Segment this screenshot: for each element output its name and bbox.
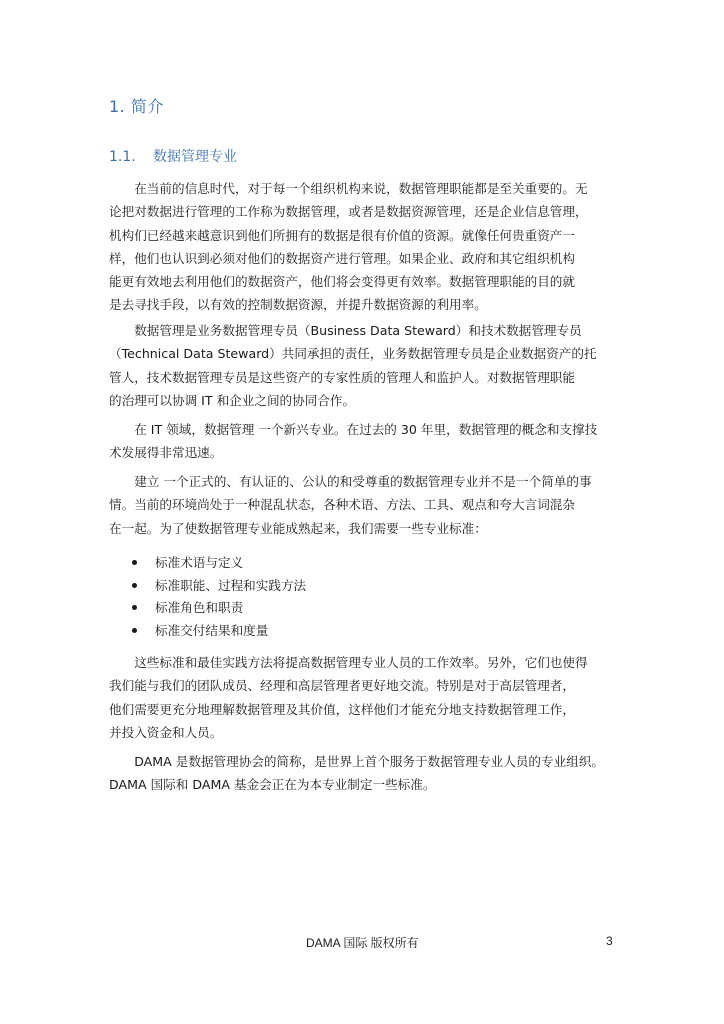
text-line: 机构们已经越来越意识到他们所拥有的数据是很有价值的资源。就像任何贵重资产一 xyxy=(109,227,575,243)
footer-copyright: DAMA 国际 版权所有 xyxy=(306,936,419,950)
paragraph-dama xyxy=(109,750,629,797)
text-line: 能更有效地去利用他们的数据资产，他们将会变得更有效率。数据管理职能的目的就 xyxy=(109,274,575,290)
paragraph-profession xyxy=(109,470,629,540)
standards-list xyxy=(132,552,306,642)
bullet-icon xyxy=(132,583,137,588)
text-line: 是去寻找手段，以有效的控制数据资源，并提升数据资源的利用率。 xyxy=(109,297,487,313)
paragraph-stewardship xyxy=(109,319,629,412)
text-line: 论把对数据进行管理的工作称为数据管理，或者是数据资源管理，还是企业信息管理， xyxy=(109,204,588,220)
bullet-icon xyxy=(132,605,137,610)
subsection-title: 数据管理专业 xyxy=(153,149,237,165)
text-line: 并投入资金和人员。 xyxy=(109,724,223,740)
text-line: 这些标准和最佳实践方法将提高数据管理专业人员的工作效率。另外，它们也使得 xyxy=(109,655,588,670)
list-item: 标准交付结果和度量 xyxy=(132,620,306,643)
subsection-number: 1.1. xyxy=(109,149,136,165)
paragraph-best-practices xyxy=(109,651,629,744)
text-line: DAMA 国际和 DAMA 基金会正在为本专业制定一些标准。 xyxy=(109,777,436,793)
text-line: 他们需要更充分地理解数据管理及其价值，这样他们才能充分地支持数据管理工作， xyxy=(109,701,575,717)
text-line: （Technical Data Steward）共同承担的责任，业务数据管理专员是企业数据资产的托 xyxy=(109,346,597,362)
text-line: 的治理可以协调 IT 和企业之间的协同合作。 xyxy=(109,392,356,408)
text-line: 样，他们也认识到必须对他们的数据资产进行管理。如果企业、政府和其它组织机构 xyxy=(109,250,575,266)
paragraph-intro xyxy=(109,177,629,317)
text-line: DAMA 是数据管理协会的简称，是世界上首个服务于数据管理专业人员的专业组织。 xyxy=(109,754,604,769)
list-item: 标准术语与定义 xyxy=(132,552,306,575)
page-number: 3 xyxy=(606,934,613,948)
text-line: 在一起。为了使数据管理专业能成熟起来，我们需要一些专业标准： xyxy=(109,520,487,536)
bullet-icon xyxy=(132,560,137,565)
text-line: 情。当前的环境尚处于一种混乱状态，各种术语、方法、工具、观点和夸大言词混杂 xyxy=(109,497,575,513)
list-item: 标准角色和职责 xyxy=(132,597,306,620)
text-line: 在当前的信息时代，对于每一个组织机构来说，数据管理职能都是至关重要的。无 xyxy=(109,181,588,196)
paragraph-it-field xyxy=(109,418,629,465)
text-line: 数据管理是业务数据管理专员（Business Data Steward）和技术数据管理专员 xyxy=(109,323,582,338)
text-line: 在 IT 领域，数据管理 一个新兴专业。在过去的 30 年里，数据管理的概念和支撑技 xyxy=(109,422,598,437)
bullet-icon xyxy=(132,628,137,633)
subsection-heading xyxy=(109,146,237,166)
text-line: 建立 一个正式的、有认证的、公认的和受尊重的数据管理专业并不是一个简单的事 xyxy=(109,474,592,489)
text-line: 我们能与我们的团队成员、经理和高层管理者更好地交流。特别是对于高层管理者， xyxy=(109,678,575,694)
text-line: 管人，技术数据管理专员是这些资产的专家性质的管理人和监护人。对数据管理职能 xyxy=(109,369,575,385)
section-heading: 1. 简介 xyxy=(109,97,164,116)
text-line: 术发展得非常迅速。 xyxy=(109,445,223,461)
list-item: 标准职能、过程和实践方法 xyxy=(132,575,306,598)
